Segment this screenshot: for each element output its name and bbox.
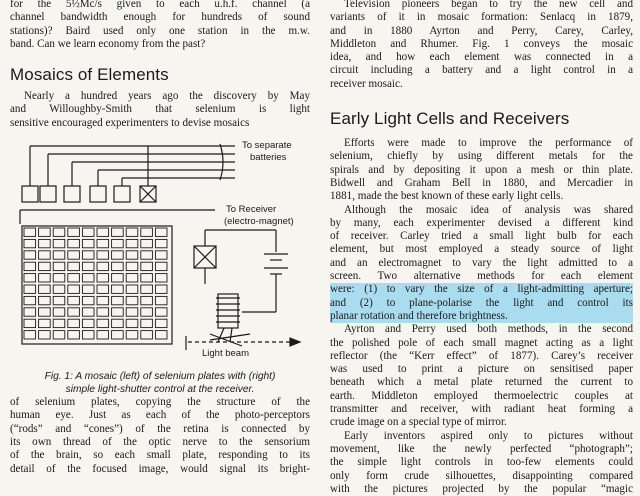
- mosaic-cell: [97, 308, 109, 316]
- text-line: by many, each experimenter devised a different kind: [330, 216, 633, 229]
- mosaic-cell: [39, 239, 51, 247]
- text-line: Television pioneers began to try the new cell and: [344, 0, 633, 10]
- text-line: movement, like the newly perfected “photograph”;: [330, 442, 633, 455]
- figure-1: [10, 134, 310, 396]
- intro-paragraph-right: [330, 0, 633, 91]
- mosaic-cell: [24, 274, 36, 282]
- mosaic-cell: [112, 285, 124, 293]
- mosaic-cell: [155, 319, 167, 327]
- mosaic-cell: [68, 262, 80, 270]
- left-column: [10, 0, 310, 476]
- text-line: reflector (the “Kerr effect” of 1877). Carey’s receiver: [330, 349, 633, 362]
- text-line: the simple light controls in too-few elements could: [330, 456, 633, 469]
- figure-caption: [10, 371, 310, 396]
- label-separate-batteries-2: batteries: [250, 152, 287, 164]
- mosaic-cell: [53, 228, 65, 236]
- mosaic-cell: [97, 285, 109, 293]
- mosaic-cell: [53, 251, 65, 259]
- retina-paragraph: [10, 396, 310, 476]
- mosaic-cell: [82, 239, 94, 247]
- text-line: beneath which a metal plate returned the current to: [330, 376, 633, 389]
- mosaic-cell: [112, 331, 124, 339]
- mosaic-cell: [141, 331, 153, 339]
- text-line: Bidwell and Graham Bell in 1880, and Mercadier in: [330, 176, 633, 189]
- mosaic-cell: [141, 319, 153, 327]
- mosaic-cell: [141, 274, 153, 282]
- mosaic-cell: [155, 262, 167, 270]
- mosaic-cell: [68, 274, 80, 282]
- mosaic-cell: [53, 319, 65, 327]
- mosaic-cell: [68, 331, 80, 339]
- mosaic-cell: [53, 296, 65, 304]
- mosaic-cell: [112, 262, 124, 270]
- mosaic-cell: [53, 308, 65, 316]
- mosaic-cell: [53, 274, 65, 282]
- mosaic-cell: [112, 296, 124, 304]
- mosaic-cell: [126, 239, 138, 247]
- mosaic-cell: [97, 239, 109, 247]
- mosaic-cell: [155, 285, 167, 293]
- ayrton-perry-paragraph: [330, 323, 633, 429]
- section-heading-mosaics: Mosaics of Elements: [10, 65, 169, 85]
- text-line: and an electromagnet to vary the light admitted to a: [330, 256, 633, 269]
- mosaic-cell: [141, 296, 153, 304]
- mosaic-cell: [39, 228, 51, 236]
- mosaic-cell: [126, 274, 138, 282]
- text-line: earth. Middleton employed thermoelectric couples at: [330, 389, 633, 402]
- text-line: human eye. Just as each of the photo-perceptors: [10, 409, 310, 422]
- label-receiver-1: To Receiver: [226, 204, 277, 216]
- mosaic-cell: [97, 331, 109, 339]
- mosaic-cell: [155, 296, 167, 304]
- mosaic-cell: [155, 228, 167, 236]
- text-line: sensitive encouraged experimenters to devise mosaics: [10, 116, 250, 129]
- text-line: selenium, chiefly by using different metals for the: [330, 150, 633, 163]
- mosaic-cell: [53, 331, 65, 339]
- mosaic-cell: [141, 239, 153, 247]
- mosaic-cell: [141, 228, 153, 236]
- text-line: Although the mosaic idea of analysis was shared: [344, 203, 633, 216]
- mosaic-cell: [126, 262, 138, 270]
- text-line: of the brain, so each small plate, responding to its: [10, 449, 310, 462]
- mosaic-cell: [112, 274, 124, 282]
- mosaic-cell: [82, 251, 94, 259]
- mosaic-cell: [82, 296, 94, 304]
- mosaic-cell: [68, 296, 80, 304]
- mosaic-cell: [68, 228, 80, 236]
- mosaic-cell: [112, 228, 124, 236]
- mosaic-cell: [24, 319, 36, 327]
- mosaic-cell: [97, 274, 109, 282]
- mosaic-cell: [39, 251, 51, 259]
- mosaic-cell: [82, 228, 94, 236]
- intro-paragraph-left: [10, 0, 310, 51]
- mosaic-cell: [155, 308, 167, 316]
- mosaic-cell: [24, 251, 36, 259]
- text-line: and in 1880 Ayrton and Perry, Carey, Carley,: [330, 24, 633, 37]
- mosaic-cell: [24, 228, 36, 236]
- mosaic-cell: [68, 285, 80, 293]
- mosaic-cell: [97, 228, 109, 236]
- mosaic-cell: [24, 308, 36, 316]
- mosaic-cell: [82, 308, 94, 316]
- mosaic-cell: [39, 262, 51, 270]
- efforts-paragraph: [330, 137, 633, 203]
- mosaic-cell: [155, 331, 167, 339]
- mosaic-cell: [53, 239, 65, 247]
- mosaic-cell: [155, 251, 167, 259]
- text-line: with the pictures projected by the popular “magic: [330, 482, 633, 495]
- early-inventors-paragraph: [330, 430, 633, 496]
- right-column: [330, 0, 633, 496]
- mosaic-cell: [126, 251, 138, 259]
- text-line: transmitter and receiver, with radiant heat forming a: [330, 403, 633, 416]
- text-line: circuit including a battery and a light control in a: [330, 64, 633, 77]
- text-line: and Willoughby-Smith that selenium is light: [10, 103, 310, 116]
- mosaic-cell: [126, 331, 138, 339]
- mosaic-cell: [24, 262, 36, 270]
- text-line: element, but most employed a steady source of light: [330, 243, 633, 256]
- text-line: was used to print a picture on sensitised paper: [330, 363, 633, 376]
- mosaic-cell: [112, 251, 124, 259]
- text-line: Middleton and Rhumer. Fig. 1 conveys the mosaic: [330, 37, 633, 50]
- label-receiver-2: (electro-magnet): [224, 216, 294, 228]
- mosaic-cell: [126, 319, 138, 327]
- mosaic-cell: [82, 285, 94, 293]
- mosaic-cell: [155, 239, 167, 247]
- text-line: detail of the focused image, would signal its bright-: [10, 462, 310, 475]
- text-line: variants of it in mosaic formation: Senlacq in 1879,: [330, 11, 633, 24]
- mosaic-cell: [97, 262, 109, 270]
- text-line: receiver mosaic.: [330, 77, 403, 90]
- text-line: the polished pole of each small magnet acting as a light: [330, 336, 633, 349]
- mosaic-cell: [141, 285, 153, 293]
- mosaic-cell: [82, 319, 94, 327]
- text-line: crude image on a special type of mirror.: [330, 416, 507, 429]
- mosaic-cell: [39, 308, 51, 316]
- mosaic-cell: [39, 274, 51, 282]
- mosaic-cell: [97, 296, 109, 304]
- mosaic-cell: [126, 285, 138, 293]
- mosaic-cell: [39, 331, 51, 339]
- label-light-beam: Light beam: [202, 348, 250, 360]
- text-line: Ayrton and Perry used both methods, in the second: [344, 323, 633, 336]
- mosaic-cell: [112, 319, 124, 327]
- mosaic-cell: [155, 274, 167, 282]
- mosaic-receivers-paragraph: [330, 204, 633, 324]
- caption-line: simple light-shutter control at the receiver.: [65, 383, 255, 395]
- mosaic-cell: [141, 308, 153, 316]
- text-line: Nearly a hundred years ago the discovery by May: [24, 90, 310, 103]
- highlighted-text-line: and (2) to plane-polarise the light and control its: [330, 296, 633, 309]
- mosaic-cell: [68, 251, 80, 259]
- mosaics-paragraph: [10, 90, 310, 130]
- text-line: (“rods” and “cones”) of the retina is connected by: [10, 422, 310, 435]
- highlighted-text-line: were: (1) to vary the size of a light-admitting aperture;: [330, 283, 633, 296]
- mosaic-cell: [24, 331, 36, 339]
- mosaic-cell: [68, 308, 80, 316]
- mosaic-cell: [53, 262, 65, 270]
- section-heading-early-light-cells: Early Light Cells and Receivers: [330, 109, 570, 129]
- text-line: only form crude silhouettes, disappointing compared: [330, 469, 633, 482]
- highlighted-text-line: planar rotation and therefore brightness.: [330, 310, 633, 323]
- mosaic-cell: [24, 239, 36, 247]
- mosaic-cell: [126, 308, 138, 316]
- mosaic-cell: [141, 251, 153, 259]
- mosaic-cell: [39, 296, 51, 304]
- mosaic-cell: [82, 331, 94, 339]
- text-line: Early inventors aspired only to pictures without: [344, 429, 633, 442]
- text-line: idea, and how each element was connected in a: [330, 51, 633, 64]
- text-line: its own thread of the optic nerve to the sensorium: [10, 435, 310, 448]
- mosaic-cell: [141, 262, 153, 270]
- text-line: of selenium plates, copying the structure of the: [10, 396, 310, 409]
- text-line: band. Can we learn economy from the past?: [10, 37, 206, 50]
- mosaic-cell: [97, 319, 109, 327]
- caption-line: Fig. 1: A mosaic (left) of selenium plates with (right): [44, 371, 276, 383]
- mosaic-cell: [39, 319, 51, 327]
- mosaic-cell: [126, 228, 138, 236]
- mosaic-cell: [126, 296, 138, 304]
- text-line: channel bandwidth enough for hundreds of sound: [10, 11, 310, 24]
- mosaic-cell: [82, 262, 94, 270]
- text-line: Efforts were made to improve the performance of: [344, 137, 633, 150]
- mosaic-cell: [82, 274, 94, 282]
- mosaic-grid-cells: [24, 228, 167, 339]
- mosaic-cell: [112, 308, 124, 316]
- mosaic-cell: [97, 251, 109, 259]
- mosaic-cell: [24, 296, 36, 304]
- mosaic-cell: [53, 285, 65, 293]
- text-line: for the 5½Mc/s given to each u.h.f. channel (a: [10, 0, 310, 10]
- label-separate-batteries-1: To separate: [242, 140, 292, 152]
- mosaic-cell: [39, 285, 51, 293]
- text-line: of receiver. Carley tried a small light bulb for each: [330, 230, 633, 243]
- text-line: 1881, made the best known of these early light cells.: [330, 190, 564, 203]
- mosaic-cell: [68, 319, 80, 327]
- mosaic-cell: [112, 239, 124, 247]
- text-line: screen. Two alternative methods for each element: [330, 270, 633, 283]
- mosaic-diagram: [10, 134, 310, 366]
- mosaic-cell: [68, 239, 80, 247]
- text-line: spirals and by depositing it upon a mesh or thin plate.: [330, 163, 633, 176]
- mosaic-cell: [24, 285, 36, 293]
- text-line: stations)? Baird used only one station in the m.w.: [10, 24, 310, 37]
